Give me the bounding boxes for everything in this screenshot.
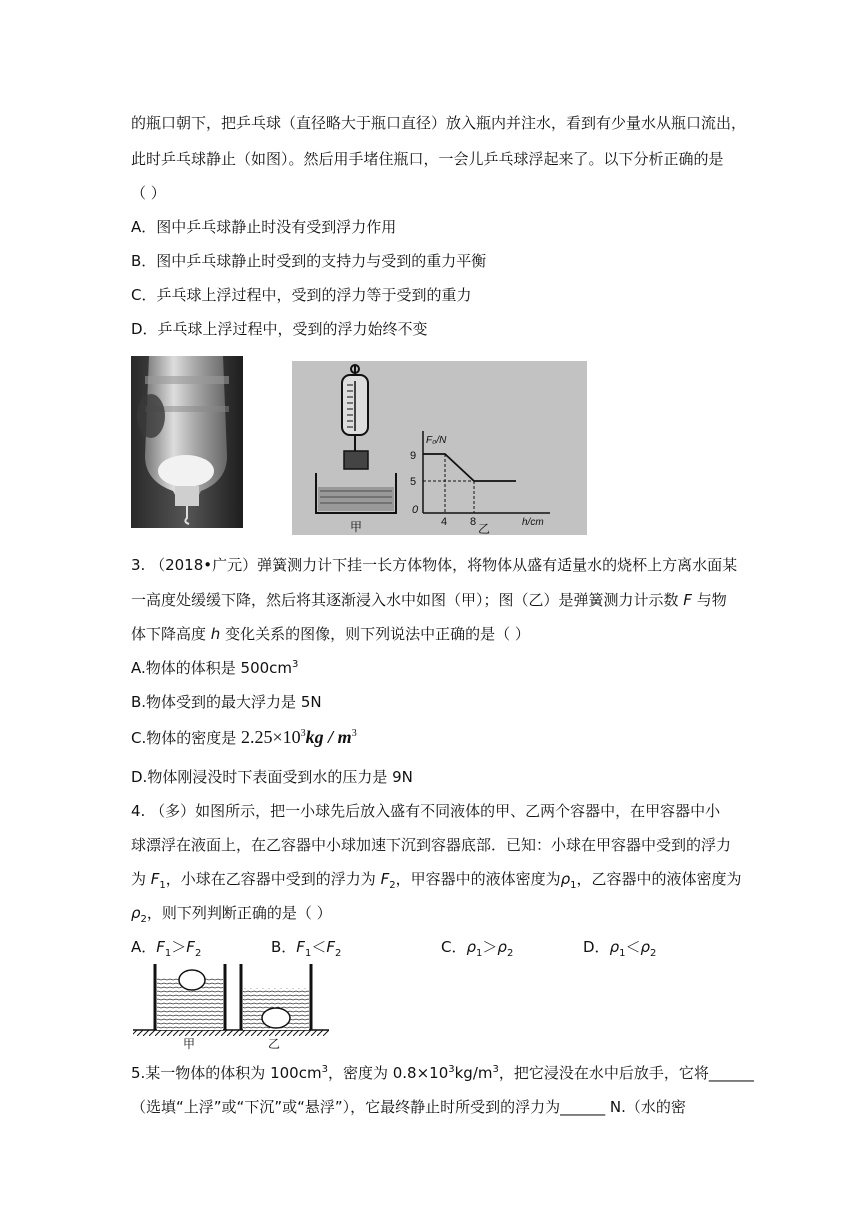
q4-option-d: D．$\rho_1<\rho_2$ <box>583 938 657 959</box>
graph-x-tick-8: 8 <box>470 516 477 528</box>
fig-label-yi: 乙 <box>478 522 491 535</box>
graph-x-tick-4: 4 <box>441 516 448 528</box>
q4-line3: 为 $F_1$，小球在乙容器中受到的浮力为 $F_2$，甲容器中的液体密度为$\rho_1$，乙容器中的液体密度为 <box>131 870 742 891</box>
q3-line2: 一高度处缓缓下降，然后将其逐渐浸入水中如图（甲）；图（乙）是弹簧测力计示数 F 与物 <box>131 591 727 609</box>
q2-line3: （ ） <box>131 184 166 202</box>
q2-line1: 的瓶口朝下，把乒乓球（直径略大于瓶口直径）放入瓶内并注水，看到有少量水从瓶口流出， <box>131 114 747 132</box>
graph-y-label: F₀/N <box>426 435 447 446</box>
containers-figure <box>131 958 331 1050</box>
q3-line3: 体下降高度 h 变化关系的图像，则下列说法中正确的是（ ） <box>131 625 530 643</box>
q2-line2: 此时乒乓球静止（如图）。然后用手堵住瓶口，一会儿乒乓球浮起来了。以下分析正确的是 <box>131 150 724 168</box>
q2-option-c: C．乒乓球上浮过程中，受到的浮力等于受到的重力 <box>131 286 472 304</box>
graph-origin: 0 <box>412 504 419 516</box>
q3-option-a: A.物体的体积是 $500cm^3$ <box>131 659 299 677</box>
fig-yi-label: 乙 <box>268 1037 281 1050</box>
q4-line4: $\rho_2$，则下列判断正确的是（ ） <box>131 904 332 925</box>
graph-x-label: h/cm <box>522 517 544 528</box>
q3-option-d: D.物体刚浸没时下表面受到水的压力是 9N <box>131 768 413 786</box>
q4-option-c: C．$\rho_1>\rho_2$ <box>441 938 514 959</box>
q4-line2: 球漂浮在液面上，在乙容器中小球加速下沉到容器底部．已知：小球在甲容器中受到的浮力 <box>131 836 732 854</box>
fig-jia-label: 甲 <box>183 1037 196 1050</box>
fig-label-jia: 甲 <box>350 520 363 534</box>
q2-option-d: D．乒乓球上浮过程中，受到的浮力始终不变 <box>131 320 428 338</box>
q4-option-b: B．$F_1<F_2$ <box>271 938 342 959</box>
q5-line2: （选填“上浮”或“下沉”或“悬浮”），它最终静止时所受到的浮力为______ N.（水的密 <box>131 1098 686 1116</box>
q3-option-b: B.物体受到的最大浮力是 5N <box>131 693 322 711</box>
q4-line1: 4. （多）如图所示，把一小球先后放入盛有不同液体的甲、乙两个容器中，在甲容器中小 <box>131 802 721 820</box>
q3-option-c: C.物体的密度是 $2.25\times 10^3kg / m^3$ <box>131 727 357 747</box>
spring-scale-figure <box>292 361 587 535</box>
graph-y-tick-5: 5 <box>410 476 417 488</box>
q4-option-a: A．$F_1>F_2$ <box>131 938 202 959</box>
bottle-photo <box>131 356 243 528</box>
q2-option-a: A．图中乒乓球静止时没有受到浮力作用 <box>131 218 397 236</box>
graph-y-tick-9: 9 <box>410 450 417 462</box>
q2-option-b: B．图中乒乓球静止时受到的支持力与受到的重力平衡 <box>131 252 487 270</box>
q3-line1: 3. （2018•广元）弹簧测力计下挂一长方体物体，将物体从盛有适量水的烧杯上方离水面某 <box>131 556 738 574</box>
q5-line1: 5.某一物体的体积为 $100cm^3$，密度为 $0.8\times 10^3kg/m^3$，把它浸没在水中后放手，它将______ <box>131 1064 754 1082</box>
